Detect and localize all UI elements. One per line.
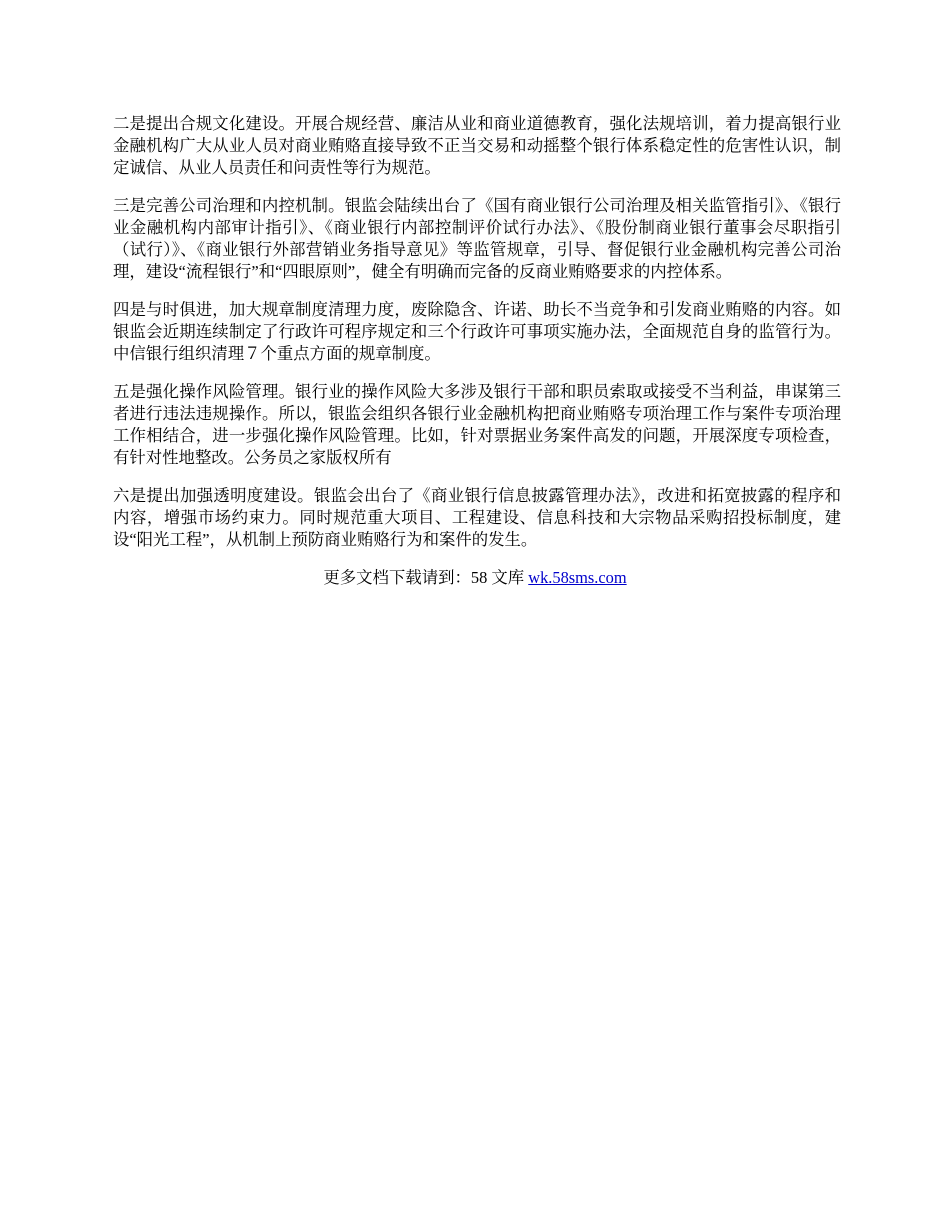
paragraph-rules-cleanup: 四是与时俱进，加大规章制度清理力度，废除隐含、许诺、助长不当竞争和引发商业贿赂的内容。如银监会近期连续制定了行政许可程序规定和三个行政许可事项实施办法，全面规范自身的监管行为。中信银行组织清理７个重点方面的规章制度。 xyxy=(113,300,841,363)
paragraph-corporate-governance: 三是完善公司治理和内控机制。银监会陆续出台了《国有商业银行公司治理及相关监管指引》、《银行业金融机构内部审计指引》、《商业银行内部控制评价试行办法》、《股份制商业银行董事会尽职指引（试行）》、《商业银行外部营销业务指导意见》等监管规章，引导、督促银行业金融机构完善公司治理，建设“流程银行”和“四眼原则”，健全有明确而完备的反商业贿赂要求的内控体系。 xyxy=(113,196,841,281)
paragraph-operational-risk: 五是强化操作风险管理。银行业的操作风险大多涉及银行干部和职员索取或接受不当利益，串谋第三者进行违法违规操作。所以，银监会组织各银行业金融机构把商业贿赂专项治理工作与案件专项治理工作相结合，进一步强化操作风险管理。比如，针对票据业务案件高发的问题，开展深度专项检查，有针对性地整改。公务员之家版权所有 xyxy=(113,382,841,467)
footer-link[interactable]: wk.58sms.com xyxy=(528,568,627,587)
footer-text: 更多文档下载请到：58 文库 xyxy=(323,568,529,587)
paragraph-transparency: 六是提出加强透明度建设。银监会出台了《商业银行信息披露管理办法》，改进和拓宽披露的程序和内容，增强市场约束力。同时规范重大项目、工程建设、信息科技和大宗物品采购招投标制度，建设“阳光工程”，从机制上预防商业贿赂行为和案件的发生。 xyxy=(113,486,841,549)
document-page xyxy=(113,113,841,589)
paragraph-compliance-culture: 二是提出合规文化建设。开展合规经营、廉洁从业和商业道德教育，强化法规培训，着力提高银行业金融机构广大从业人员对商业贿赂直接导致不正当交易和动摇整个银行体系稳定性的危害性认识，制定诚信、从业人员责任和问责性等行为规范。 xyxy=(113,114,841,177)
download-footer xyxy=(113,567,841,589)
